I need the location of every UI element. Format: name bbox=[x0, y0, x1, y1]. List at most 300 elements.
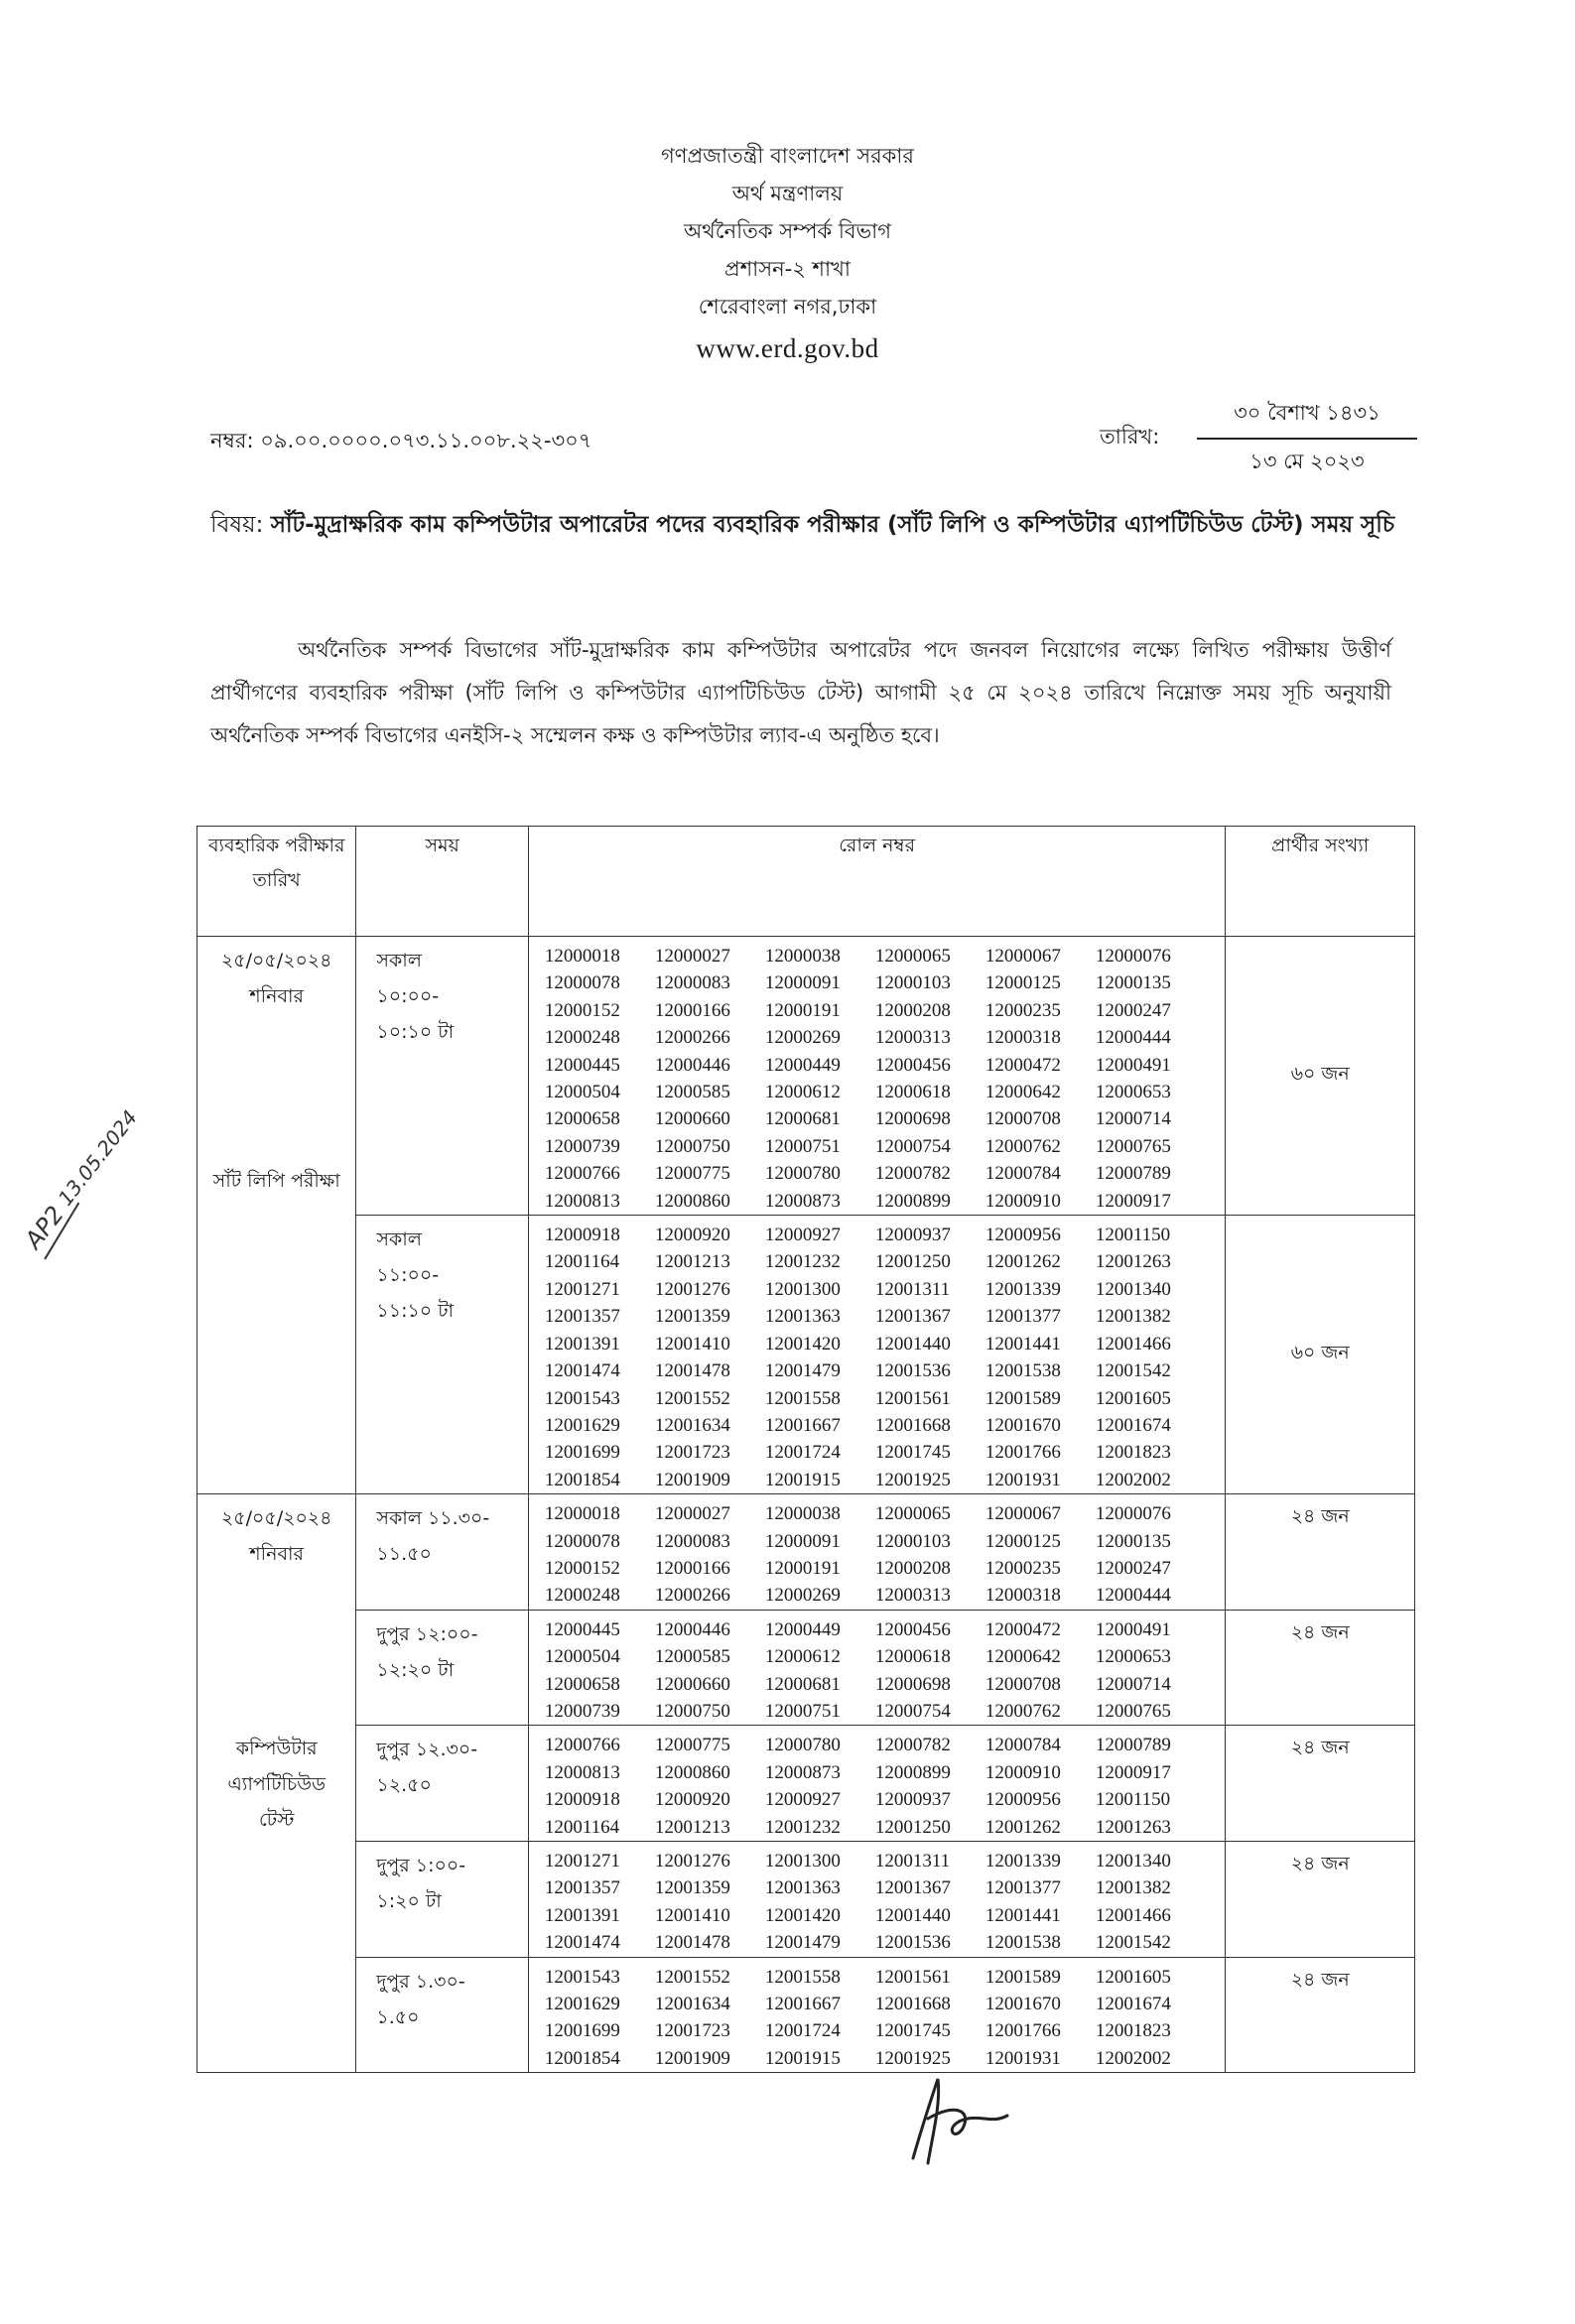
roll-number: 12001311 bbox=[874, 1278, 951, 1300]
roll-number: 12001340 bbox=[1095, 1278, 1171, 1300]
roll-number: 12000166 bbox=[654, 999, 730, 1021]
roll-number: 12000135 bbox=[1095, 1530, 1171, 1552]
table-row bbox=[197, 937, 1415, 1216]
roll-number: 12000445 bbox=[544, 1618, 620, 1640]
roll-number: 12001271 bbox=[544, 1278, 620, 1300]
roll-number: 12001164 bbox=[544, 1816, 620, 1838]
roll-number: 12000780 bbox=[764, 1163, 841, 1185]
roll-number: 12000067 bbox=[984, 946, 1061, 967]
roll-number: 12001232 bbox=[764, 1816, 841, 1838]
table-header-row bbox=[197, 827, 1415, 937]
roll-number: 12001263 bbox=[1095, 1816, 1171, 1838]
roll-line bbox=[545, 1814, 1226, 1841]
roll-number: 12001250 bbox=[874, 1251, 951, 1273]
roll-number: 12000266 bbox=[654, 1027, 730, 1049]
table-row bbox=[197, 1726, 1415, 1842]
roll-number: 12000076 bbox=[1095, 946, 1171, 967]
time-slot-text: ১২.৫০ bbox=[376, 1774, 432, 1797]
candidate-count: ২৪ জন bbox=[1226, 1842, 1415, 1958]
roll-number: 12000920 bbox=[654, 1225, 730, 1246]
roll-number: 12000446 bbox=[654, 1618, 730, 1640]
roll-number: 12001367 bbox=[874, 1306, 951, 1328]
roll-line bbox=[545, 1331, 1226, 1357]
roll-line bbox=[545, 1105, 1226, 1132]
roll-number: 12001766 bbox=[984, 1442, 1061, 1464]
roll-number: 12000789 bbox=[1095, 1163, 1171, 1185]
roll-number: 12000247 bbox=[1095, 1557, 1171, 1579]
division-name: অর্থনৈতিক সম্পর্ক বিভাগ bbox=[683, 219, 892, 243]
roll-number: 12001668 bbox=[874, 1414, 951, 1436]
exam-date: ২৫/০৫/২০২৪ bbox=[220, 1507, 332, 1530]
roll-number: 12001823 bbox=[1095, 2020, 1171, 2042]
roll-number: 12000920 bbox=[654, 1789, 730, 1811]
roll-number: 12000504 bbox=[544, 1646, 620, 1668]
roll-line bbox=[545, 1759, 1226, 1786]
roll-number: 12001670 bbox=[984, 1414, 1061, 1436]
roll-line bbox=[545, 1276, 1226, 1303]
roll-number: 12000754 bbox=[874, 1135, 951, 1157]
time-slot-text: ১০:১০ টা bbox=[376, 1021, 455, 1043]
roll-number: 12000813 bbox=[544, 1190, 620, 1212]
date-english: ১৩ মে ২০২৩ bbox=[1249, 450, 1365, 473]
roll-number: 12000235 bbox=[984, 999, 1061, 1021]
memo-number: নম্বর: ০৯.০০.০০০০.০৭৩.১১.০০৮.২২-৩০৭ bbox=[210, 429, 592, 452]
roll-line bbox=[545, 943, 1226, 969]
roll-number: 12000642 bbox=[984, 1646, 1061, 1668]
roll-number: 12000208 bbox=[874, 1557, 951, 1579]
roll-line bbox=[545, 1160, 1226, 1187]
roll-number: 12000449 bbox=[764, 1618, 841, 1640]
subject-line bbox=[210, 504, 1401, 546]
roll-number: 12001699 bbox=[544, 2020, 620, 2042]
branch-name: প্রশাসন-২ শাখা bbox=[724, 257, 851, 281]
roll-line bbox=[545, 1248, 1226, 1275]
roll-number: 12001543 bbox=[544, 1966, 620, 1988]
table-row bbox=[197, 1957, 1415, 2073]
roll-number: 12001605 bbox=[1095, 1966, 1171, 1988]
header-time: সময় bbox=[356, 827, 528, 937]
exam-date: ২৫/০৫/২০২৪ bbox=[220, 950, 332, 971]
roll-number: 12001538 bbox=[984, 1360, 1061, 1382]
roll-number: 12001478 bbox=[654, 1932, 730, 1954]
roll-number: 12001605 bbox=[1095, 1387, 1171, 1409]
roll-number: 12001367 bbox=[874, 1877, 951, 1899]
roll-number: 12000762 bbox=[984, 1135, 1061, 1157]
roll-number: 12000956 bbox=[984, 1225, 1061, 1246]
roll-number: 12001723 bbox=[654, 2020, 730, 2042]
roll-line bbox=[545, 1303, 1226, 1330]
roll-number: 12000784 bbox=[984, 1163, 1061, 1185]
roll-number: 12001745 bbox=[874, 2020, 951, 2042]
roll-number: 12000018 bbox=[544, 1503, 620, 1525]
roll-number: 12000612 bbox=[764, 1082, 841, 1103]
roll-number: 12001276 bbox=[654, 1851, 730, 1872]
roll-number: 12001440 bbox=[874, 1333, 951, 1355]
time-slot-text: সকাল bbox=[376, 950, 422, 971]
roll-number: 12000918 bbox=[544, 1789, 620, 1811]
roll-number: 12001931 bbox=[984, 1469, 1061, 1490]
header-count: প্রার্থীর সংখ্যা bbox=[1226, 827, 1415, 937]
roll-number: 12001925 bbox=[874, 2047, 951, 2069]
roll-line bbox=[545, 1786, 1226, 1813]
roll-number: 12000585 bbox=[654, 1082, 730, 1103]
roll-number: 12000269 bbox=[764, 1027, 841, 1049]
time-slot-cell bbox=[356, 1610, 528, 1726]
roll-number: 12001363 bbox=[764, 1306, 841, 1328]
roll-number: 12001420 bbox=[764, 1333, 841, 1355]
svg-text:AP2: AP2 bbox=[19, 1201, 70, 1254]
roll-number: 12000789 bbox=[1095, 1735, 1171, 1756]
roll-number: 12001359 bbox=[654, 1306, 730, 1328]
roll-line bbox=[545, 2017, 1226, 2044]
ministry-name: অর্থ মন্ত্রণালয় bbox=[731, 182, 844, 205]
roll-number: 12000765 bbox=[1095, 1135, 1171, 1157]
time-slot-text: ১.৫০ bbox=[376, 2005, 420, 2028]
roll-number: 12000775 bbox=[654, 1163, 730, 1185]
roll-number: 12000313 bbox=[874, 1027, 951, 1049]
roll-number: 12000103 bbox=[874, 972, 951, 994]
roll-line bbox=[545, 1188, 1226, 1215]
time-slot-text: সকাল bbox=[376, 1228, 422, 1251]
roll-number: 12000078 bbox=[544, 1530, 620, 1552]
roll-number: 12000751 bbox=[764, 1700, 841, 1722]
roll-number: 12000739 bbox=[544, 1700, 620, 1722]
roll-number: 12000445 bbox=[544, 1054, 620, 1076]
subject-label: বিষয়: bbox=[210, 512, 264, 538]
time-slot-text: ১১:০০- bbox=[376, 1264, 440, 1287]
roll-number: 12000166 bbox=[654, 1557, 730, 1579]
roll-number: 12000642 bbox=[984, 1082, 1061, 1103]
exam-date-cell bbox=[197, 1494, 356, 2073]
time-slot-cell bbox=[356, 1726, 528, 1842]
roll-number: 12000318 bbox=[984, 1027, 1061, 1049]
roll-line bbox=[545, 1671, 1226, 1698]
roll-number: 12000927 bbox=[764, 1225, 841, 1246]
roll-number: 12001339 bbox=[984, 1851, 1061, 1872]
roll-line bbox=[545, 1500, 1226, 1527]
roll-number: 12001420 bbox=[764, 1904, 841, 1926]
roll-number: 12001276 bbox=[654, 1278, 730, 1300]
roll-number: 12000472 bbox=[984, 1618, 1061, 1640]
roll-number: 12001263 bbox=[1095, 1251, 1171, 1273]
roll-number: 12000739 bbox=[544, 1135, 620, 1157]
roll-number: 12000698 bbox=[874, 1108, 951, 1130]
roll-number: 12000780 bbox=[764, 1735, 841, 1756]
roll-number: 12001311 bbox=[874, 1851, 951, 1872]
roll-line bbox=[545, 1133, 1226, 1160]
roll-number: 12000750 bbox=[654, 1135, 730, 1157]
roll-number: 12000910 bbox=[984, 1190, 1061, 1212]
candidate-count: ২৪ জন bbox=[1226, 1957, 1415, 2073]
time-slot-text: দুপুর ১২.৩০- bbox=[376, 1739, 478, 1761]
exam-type: কম্পিউটার এ্যাপটিচিউড টেস্ট bbox=[227, 1738, 327, 1832]
roll-number: 12000191 bbox=[764, 1557, 841, 1579]
candidate-count: ৬০ জন bbox=[1226, 1216, 1415, 1494]
website: www.erd.gov.bd bbox=[696, 333, 879, 363]
roll-number: 12001538 bbox=[984, 1932, 1061, 1954]
roll-number: 12000444 bbox=[1095, 1585, 1171, 1607]
time-slot-text: দুপুর ১:০০- bbox=[376, 1855, 466, 1876]
roll-number: 12001552 bbox=[654, 1966, 730, 1988]
roll-number: 12000125 bbox=[984, 972, 1061, 994]
roll-number: 12000860 bbox=[654, 1190, 730, 1212]
table-row bbox=[197, 1494, 1415, 1611]
roll-number: 12001382 bbox=[1095, 1877, 1171, 1899]
roll-number: 12000269 bbox=[764, 1585, 841, 1607]
roll-number: 12001723 bbox=[654, 1442, 730, 1464]
roll-number: 12000091 bbox=[764, 1530, 841, 1552]
time-slot-cell bbox=[356, 1842, 528, 1958]
roll-number: 12001466 bbox=[1095, 1333, 1171, 1355]
exam-date-cell bbox=[197, 937, 356, 1494]
time-slot-cell bbox=[356, 937, 528, 1216]
roll-number: 12001479 bbox=[764, 1360, 841, 1382]
roll-number: 12000076 bbox=[1095, 1503, 1171, 1525]
roll-numbers-cell bbox=[528, 1494, 1226, 1611]
roll-number: 12000660 bbox=[654, 1673, 730, 1695]
subject-text: সাঁট-মুদ্রাক্ষরিক কাম কম্পিউটার অপারেটর পদের ব্যবহারিক পরীক্ষার (সাঁট লিপি ও কম্পিউটার এ্যাপটিচিউড টেস্ট) সময় সূচি bbox=[270, 512, 1395, 538]
handwritten-stamp bbox=[8, 1087, 187, 1284]
time-slot-cell bbox=[356, 1957, 528, 2073]
roll-number: 12001915 bbox=[764, 1469, 841, 1490]
roll-number: 12001766 bbox=[984, 2020, 1061, 2042]
date-bangla: ৩০ বৈশাখ ১৪৩১ bbox=[1197, 397, 1417, 440]
roll-number: 12001915 bbox=[764, 2047, 841, 2069]
body-paragraph: অর্থনৈতিক সম্পর্ক বিভাগের সাঁট-মুদ্রাক্ষরিক কাম কম্পিউটার অপারেটর পদে জনবল নিয়োগের লক্ষ্যে লিখিত পরীক্ষায় উত্তীর্ণ প্রার্থীগণের ব্যবহারিক পরীক্ষা (সাঁট লিপি ও কম্পিউটার এ্যাপটিচিউড টেস্ট) আগামী ২৫ মে ২০২৪ তারিখে নিম্নোক্ত সময় সূচি অনুযায়ী অর্থনৈতিক সম্পর্ক বিভাগের এনইসি-২ সম্মেলন কক্ষ ও কম্পিউটার ল্যাব-এ অনুষ্ঠিত হবে। bbox=[210, 638, 1391, 747]
roll-number: 12000708 bbox=[984, 1108, 1061, 1130]
roll-line bbox=[545, 1467, 1226, 1493]
roll-number: 12001674 bbox=[1095, 1414, 1171, 1436]
roll-number: 12000018 bbox=[544, 946, 620, 967]
roll-number: 12000658 bbox=[544, 1108, 620, 1130]
roll-number: 12001300 bbox=[764, 1851, 841, 1872]
roll-number: 12000910 bbox=[984, 1761, 1061, 1783]
roll-line bbox=[545, 1848, 1226, 1874]
roll-number: 12001474 bbox=[544, 1360, 620, 1382]
roll-line bbox=[545, 1439, 1226, 1466]
time-slot-text: ১২:২০ টা bbox=[376, 1658, 455, 1681]
roll-number: 12001542 bbox=[1095, 1932, 1171, 1954]
roll-number: 12000766 bbox=[544, 1163, 620, 1185]
roll-number: 12001262 bbox=[984, 1816, 1061, 1838]
roll-number: 12001909 bbox=[654, 1469, 730, 1490]
roll-number: 12001478 bbox=[654, 1360, 730, 1382]
roll-number: 12001164 bbox=[544, 1251, 620, 1273]
roll-number: 12001213 bbox=[654, 1251, 730, 1273]
roll-number: 12001271 bbox=[544, 1851, 620, 1872]
roll-number: 12000751 bbox=[764, 1135, 841, 1157]
roll-line bbox=[545, 1874, 1226, 1901]
roll-number: 12001931 bbox=[984, 2047, 1061, 2069]
roll-number: 12001589 bbox=[984, 1966, 1061, 1988]
roll-number: 12000750 bbox=[654, 1700, 730, 1722]
roll-number: 12000318 bbox=[984, 1585, 1061, 1607]
roll-number: 12001232 bbox=[764, 1251, 841, 1273]
roll-number: 12000782 bbox=[874, 1735, 951, 1756]
roll-number: 12001300 bbox=[764, 1278, 841, 1300]
roll-number: 12000247 bbox=[1095, 999, 1171, 1021]
roll-number: 12001634 bbox=[654, 1414, 730, 1436]
roll-numbers-cell bbox=[528, 1216, 1226, 1494]
roll-number: 12000248 bbox=[544, 1585, 620, 1607]
roll-number: 12001674 bbox=[1095, 1994, 1171, 2015]
roll-line bbox=[545, 1357, 1226, 1384]
roll-number: 12000873 bbox=[764, 1761, 841, 1783]
roll-line bbox=[545, 1582, 1226, 1609]
memo-date bbox=[1197, 397, 1417, 480]
roll-number: 12001359 bbox=[654, 1877, 730, 1899]
time-slot-text: ১:২০ টা bbox=[376, 1890, 442, 1912]
roll-number: 12000782 bbox=[874, 1163, 951, 1185]
roll-number: 12001589 bbox=[984, 1387, 1061, 1409]
roll-number: 12001854 bbox=[544, 2047, 620, 2069]
roll-number: 12001466 bbox=[1095, 1904, 1171, 1926]
roll-number: 12000504 bbox=[544, 1082, 620, 1103]
header-roll: রোল নম্বর bbox=[528, 827, 1226, 937]
roll-line bbox=[545, 997, 1226, 1024]
roll-number: 12000766 bbox=[544, 1735, 620, 1756]
roll-number: 12000191 bbox=[764, 999, 841, 1021]
roll-number: 12000918 bbox=[544, 1225, 620, 1246]
roll-number: 12000103 bbox=[874, 1530, 951, 1552]
roll-line bbox=[545, 1991, 1226, 2017]
roll-line bbox=[545, 1929, 1226, 1956]
roll-number: 12000313 bbox=[874, 1585, 951, 1607]
roll-number: 12001629 bbox=[544, 1994, 620, 2015]
roll-number: 12000899 bbox=[874, 1190, 951, 1212]
roll-number: 12001558 bbox=[764, 1966, 841, 1988]
signature bbox=[893, 2064, 1032, 2173]
roll-number: 12000125 bbox=[984, 1530, 1061, 1552]
roll-number: 12000152 bbox=[544, 1557, 620, 1579]
roll-number: 12001391 bbox=[544, 1333, 620, 1355]
roll-number: 12001250 bbox=[874, 1816, 951, 1838]
roll-number: 12001382 bbox=[1095, 1306, 1171, 1328]
roll-number: 12000813 bbox=[544, 1761, 620, 1783]
table-row bbox=[197, 1610, 1415, 1726]
time-slot-text: ১১.৫০ bbox=[376, 1543, 432, 1566]
roll-number: 12001340 bbox=[1095, 1851, 1171, 1872]
roll-number: 12000091 bbox=[764, 972, 841, 994]
roll-number: 12001667 bbox=[764, 1414, 841, 1436]
roll-number: 12000762 bbox=[984, 1700, 1061, 1722]
time-slot-text: সকাল ১১.৩০- bbox=[376, 1507, 490, 1530]
header-date: ব্যবহারিক পরীক্ষার তারিখ bbox=[197, 827, 356, 937]
candidate-count: ২৪ জন bbox=[1226, 1610, 1415, 1726]
roll-number: 12000660 bbox=[654, 1108, 730, 1130]
time-slot-text: ১০:০০- bbox=[376, 985, 440, 1007]
roll-number: 12001543 bbox=[544, 1387, 620, 1409]
time-slot-text: দুপুর ১.৩০- bbox=[376, 1970, 465, 1993]
roll-number: 12001558 bbox=[764, 1387, 841, 1409]
roll-number: 12001339 bbox=[984, 1278, 1061, 1300]
roll-number: 12000083 bbox=[654, 1530, 730, 1552]
roll-number: 12000618 bbox=[874, 1646, 951, 1668]
letterhead bbox=[0, 137, 1575, 367]
roll-number: 12001410 bbox=[654, 1904, 730, 1926]
candidate-count: ২৪ জন bbox=[1226, 1494, 1415, 1611]
roll-numbers-cell bbox=[528, 1610, 1226, 1726]
roll-number: 12000585 bbox=[654, 1646, 730, 1668]
roll-number: 12001441 bbox=[984, 1333, 1061, 1355]
roll-number: 12000472 bbox=[984, 1054, 1061, 1076]
roll-number: 12001925 bbox=[874, 1469, 951, 1490]
roll-number: 12000714 bbox=[1095, 1673, 1171, 1695]
roll-line bbox=[545, 1616, 1226, 1643]
roll-number: 12000618 bbox=[874, 1082, 951, 1103]
roll-line bbox=[545, 1643, 1226, 1670]
roll-number: 12000658 bbox=[544, 1673, 620, 1695]
roll-number: 12000065 bbox=[874, 946, 951, 967]
roll-number: 12000927 bbox=[764, 1789, 841, 1811]
roll-number: 12000449 bbox=[764, 1054, 841, 1076]
roll-number: 12001670 bbox=[984, 1994, 1061, 2015]
roll-number: 12001377 bbox=[984, 1306, 1061, 1328]
roll-number: 12000937 bbox=[874, 1225, 951, 1246]
roll-number: 12001909 bbox=[654, 2047, 730, 2069]
exam-day: শনিবার bbox=[249, 985, 304, 1007]
roll-number: 12000956 bbox=[984, 1789, 1061, 1811]
roll-number: 12000917 bbox=[1095, 1190, 1171, 1212]
roll-line bbox=[545, 1412, 1226, 1439]
roll-line bbox=[545, 1698, 1226, 1725]
roll-number: 12001536 bbox=[874, 1932, 951, 1954]
roll-number: 12000653 bbox=[1095, 1082, 1171, 1103]
roll-number: 12000491 bbox=[1095, 1618, 1171, 1640]
table-row bbox=[197, 1842, 1415, 1958]
roll-number: 12000714 bbox=[1095, 1108, 1171, 1130]
roll-line bbox=[545, 1732, 1226, 1758]
roll-number: 12001854 bbox=[544, 1469, 620, 1490]
roll-number: 12000456 bbox=[874, 1618, 951, 1640]
roll-number: 12000065 bbox=[874, 1503, 951, 1525]
roll-number: 12001745 bbox=[874, 1442, 951, 1464]
roll-number: 12001357 bbox=[544, 1306, 620, 1328]
roll-number: 12001213 bbox=[654, 1816, 730, 1838]
roll-line bbox=[545, 1528, 1226, 1555]
roll-line bbox=[545, 1555, 1226, 1582]
roll-number: 12000078 bbox=[544, 972, 620, 994]
roll-number: 12000917 bbox=[1095, 1761, 1171, 1783]
roll-number: 12001724 bbox=[764, 1442, 841, 1464]
roll-number: 12001668 bbox=[874, 1994, 951, 2015]
roll-number: 12000027 bbox=[654, 1503, 730, 1525]
roll-number: 12001363 bbox=[764, 1877, 841, 1899]
roll-line bbox=[545, 1079, 1226, 1105]
roll-number: 12000444 bbox=[1095, 1027, 1171, 1049]
roll-number: 12001150 bbox=[1095, 1225, 1171, 1246]
roll-line bbox=[545, 1052, 1226, 1079]
roll-number: 12000067 bbox=[984, 1503, 1061, 1525]
roll-numbers-cell bbox=[528, 1726, 1226, 1842]
roll-number: 12000612 bbox=[764, 1646, 841, 1668]
roll-number: 12000754 bbox=[874, 1700, 951, 1722]
roll-line bbox=[545, 1902, 1226, 1929]
roll-number: 12000653 bbox=[1095, 1646, 1171, 1668]
roll-number: 12000784 bbox=[984, 1735, 1061, 1756]
time-slot-cell bbox=[356, 1216, 528, 1494]
table-row bbox=[197, 1216, 1415, 1494]
roll-number: 12001262 bbox=[984, 1251, 1061, 1273]
exam-day: শনিবার bbox=[249, 1543, 304, 1566]
roll-number: 12001474 bbox=[544, 1932, 620, 1954]
roll-number: 12000681 bbox=[764, 1673, 841, 1695]
roll-number: 12001724 bbox=[764, 2020, 841, 2042]
roll-line bbox=[545, 1385, 1226, 1412]
roll-number: 12000899 bbox=[874, 1761, 951, 1783]
roll-number: 12000937 bbox=[874, 1789, 951, 1811]
roll-number: 12002002 bbox=[1095, 1469, 1171, 1490]
